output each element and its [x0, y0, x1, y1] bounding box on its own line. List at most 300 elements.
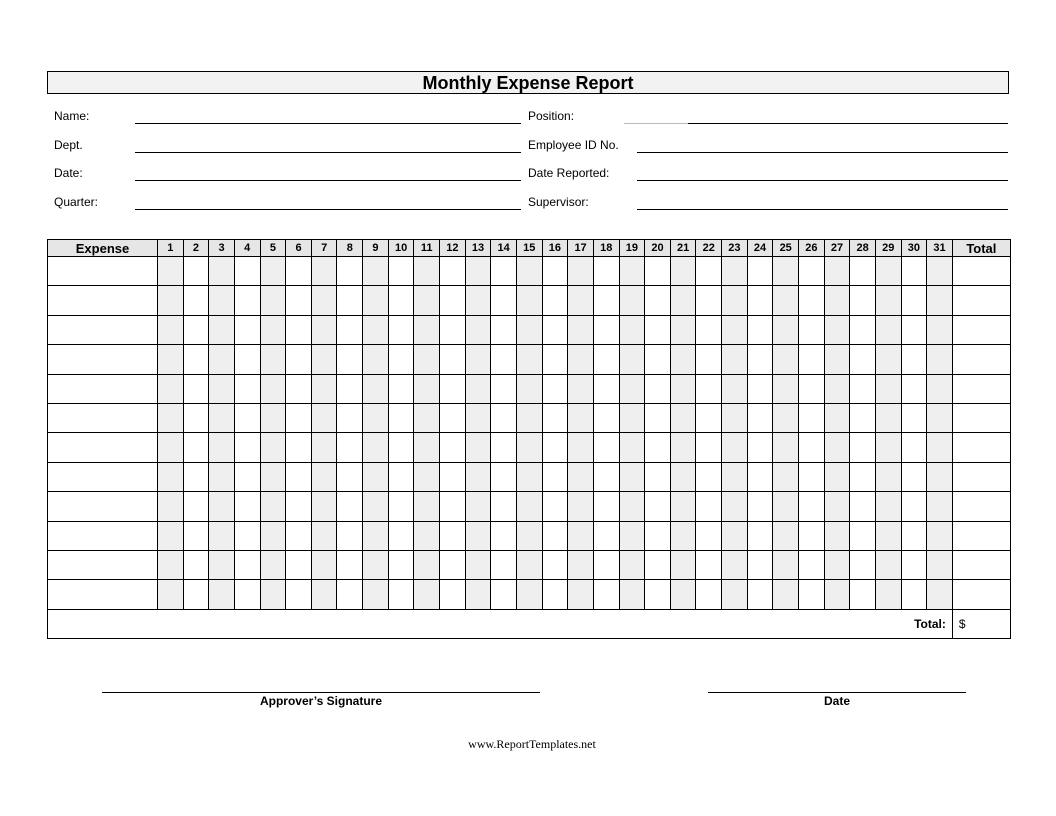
row-total-cell[interactable] [952, 462, 1010, 491]
day-cell[interactable] [465, 403, 491, 432]
day-cell[interactable] [619, 433, 645, 462]
day-cell[interactable] [491, 257, 517, 286]
day-cell[interactable] [260, 492, 286, 521]
day-cell[interactable] [260, 345, 286, 374]
day-cell[interactable] [414, 580, 440, 609]
day-cell[interactable] [337, 433, 363, 462]
day-cell[interactable] [183, 403, 209, 432]
day-cell[interactable] [516, 550, 542, 579]
day-cell[interactable] [875, 521, 901, 550]
day-cell[interactable] [542, 521, 568, 550]
day-cell[interactable] [670, 315, 696, 344]
day-cell[interactable] [670, 492, 696, 521]
day-cell[interactable] [850, 286, 876, 315]
day-cell[interactable] [465, 315, 491, 344]
day-cell[interactable] [209, 521, 235, 550]
day-cell[interactable] [158, 315, 184, 344]
day-cell[interactable] [619, 550, 645, 579]
day-cell[interactable] [183, 345, 209, 374]
day-cell[interactable] [234, 462, 260, 491]
date-field[interactable] [135, 180, 521, 181]
day-cell[interactable] [183, 315, 209, 344]
day-cell[interactable] [388, 521, 414, 550]
day-cell[interactable] [747, 286, 773, 315]
day-cell[interactable] [209, 580, 235, 609]
day-cell[interactable] [440, 257, 466, 286]
day-cell[interactable] [773, 580, 799, 609]
day-cell[interactable] [465, 433, 491, 462]
day-cell[interactable] [850, 580, 876, 609]
day-cell[interactable] [875, 550, 901, 579]
day-cell[interactable] [337, 521, 363, 550]
day-cell[interactable] [568, 286, 594, 315]
day-cell[interactable] [824, 403, 850, 432]
day-cell[interactable] [875, 257, 901, 286]
day-cell[interactable] [696, 521, 722, 550]
row-total-cell[interactable] [952, 257, 1010, 286]
day-cell[interactable] [388, 345, 414, 374]
day-cell[interactable] [722, 433, 748, 462]
day-cell[interactable] [799, 345, 825, 374]
row-total-cell[interactable] [952, 403, 1010, 432]
day-cell[interactable] [645, 521, 671, 550]
day-cell[interactable] [234, 374, 260, 403]
day-cell[interactable] [440, 315, 466, 344]
day-cell[interactable] [363, 345, 389, 374]
day-cell[interactable] [645, 462, 671, 491]
day-cell[interactable] [363, 550, 389, 579]
day-cell[interactable] [209, 345, 235, 374]
day-cell[interactable] [158, 462, 184, 491]
day-cell[interactable] [593, 433, 619, 462]
day-cell[interactable] [414, 257, 440, 286]
day-cell[interactable] [465, 286, 491, 315]
employee-id-field[interactable] [637, 152, 1008, 153]
row-total-cell[interactable] [952, 580, 1010, 609]
day-cell[interactable] [670, 462, 696, 491]
day-cell[interactable] [773, 433, 799, 462]
day-cell[interactable] [696, 345, 722, 374]
day-cell[interactable] [363, 521, 389, 550]
day-cell[interactable] [773, 286, 799, 315]
day-cell[interactable] [414, 462, 440, 491]
day-cell[interactable] [593, 315, 619, 344]
day-cell[interactable] [158, 492, 184, 521]
day-cell[interactable] [722, 374, 748, 403]
day-cell[interactable] [491, 550, 517, 579]
day-cell[interactable] [850, 374, 876, 403]
day-cell[interactable] [593, 492, 619, 521]
day-cell[interactable] [901, 315, 927, 344]
day-cell[interactable] [465, 580, 491, 609]
day-cell[interactable] [491, 462, 517, 491]
day-cell[interactable] [875, 315, 901, 344]
day-cell[interactable] [824, 315, 850, 344]
day-cell[interactable] [260, 462, 286, 491]
row-total-cell[interactable] [952, 521, 1010, 550]
day-cell[interactable] [158, 550, 184, 579]
day-cell[interactable] [311, 374, 337, 403]
day-cell[interactable] [337, 286, 363, 315]
day-cell[interactable] [516, 492, 542, 521]
day-cell[interactable] [363, 315, 389, 344]
day-cell[interactable] [670, 257, 696, 286]
day-cell[interactable] [234, 492, 260, 521]
day-cell[interactable] [260, 521, 286, 550]
day-cell[interactable] [542, 345, 568, 374]
day-cell[interactable] [388, 286, 414, 315]
day-cell[interactable] [875, 492, 901, 521]
row-total-cell[interactable] [952, 374, 1010, 403]
day-cell[interactable] [542, 433, 568, 462]
day-cell[interactable] [799, 257, 825, 286]
day-cell[interactable] [491, 315, 517, 344]
day-cell[interactable] [183, 462, 209, 491]
day-cell[interactable] [183, 521, 209, 550]
day-cell[interactable] [286, 374, 312, 403]
day-cell[interactable] [209, 286, 235, 315]
day-cell[interactable] [363, 403, 389, 432]
day-cell[interactable] [516, 345, 542, 374]
supervisor-field[interactable] [637, 209, 1008, 210]
day-cell[interactable] [183, 433, 209, 462]
day-cell[interactable] [311, 521, 337, 550]
day-cell[interactable] [183, 286, 209, 315]
day-cell[interactable] [568, 433, 594, 462]
day-cell[interactable] [773, 492, 799, 521]
day-cell[interactable] [619, 462, 645, 491]
day-cell[interactable] [799, 492, 825, 521]
day-cell[interactable] [619, 492, 645, 521]
day-cell[interactable] [901, 433, 927, 462]
day-cell[interactable] [875, 286, 901, 315]
day-cell[interactable] [311, 345, 337, 374]
row-total-cell[interactable] [952, 550, 1010, 579]
day-cell[interactable] [593, 403, 619, 432]
day-cell[interactable] [901, 521, 927, 550]
row-total-cell[interactable] [952, 345, 1010, 374]
day-cell[interactable] [465, 345, 491, 374]
day-cell[interactable] [260, 315, 286, 344]
day-cell[interactable] [927, 315, 953, 344]
day-cell[interactable] [363, 286, 389, 315]
day-cell[interactable] [286, 492, 312, 521]
day-cell[interactable] [465, 550, 491, 579]
day-cell[interactable] [158, 286, 184, 315]
day-cell[interactable] [363, 374, 389, 403]
day-cell[interactable] [773, 550, 799, 579]
day-cell[interactable] [670, 286, 696, 315]
date-reported-field[interactable] [637, 180, 1008, 181]
day-cell[interactable] [388, 492, 414, 521]
day-cell[interactable] [414, 521, 440, 550]
day-cell[interactable] [747, 550, 773, 579]
day-cell[interactable] [414, 315, 440, 344]
day-cell[interactable] [824, 286, 850, 315]
day-cell[interactable] [593, 286, 619, 315]
day-cell[interactable] [824, 374, 850, 403]
day-cell[interactable] [465, 374, 491, 403]
day-cell[interactable] [773, 257, 799, 286]
approver-signature-line[interactable] [102, 692, 540, 693]
day-cell[interactable] [183, 550, 209, 579]
day-cell[interactable] [593, 550, 619, 579]
day-cell[interactable] [901, 374, 927, 403]
day-cell[interactable] [645, 315, 671, 344]
day-cell[interactable] [209, 462, 235, 491]
day-cell[interactable] [414, 286, 440, 315]
day-cell[interactable] [645, 374, 671, 403]
day-cell[interactable] [747, 315, 773, 344]
day-cell[interactable] [568, 462, 594, 491]
day-cell[interactable] [337, 374, 363, 403]
quarter-field[interactable] [135, 209, 521, 210]
day-cell[interactable] [209, 403, 235, 432]
day-cell[interactable] [542, 257, 568, 286]
day-cell[interactable] [824, 550, 850, 579]
expense-name-cell[interactable] [48, 345, 158, 374]
day-cell[interactable] [824, 492, 850, 521]
day-cell[interactable] [516, 374, 542, 403]
day-cell[interactable] [183, 492, 209, 521]
day-cell[interactable] [722, 315, 748, 344]
day-cell[interactable] [440, 492, 466, 521]
day-cell[interactable] [696, 550, 722, 579]
day-cell[interactable] [465, 462, 491, 491]
row-total-cell[interactable] [952, 286, 1010, 315]
day-cell[interactable] [414, 433, 440, 462]
day-cell[interactable] [901, 257, 927, 286]
day-cell[interactable] [824, 462, 850, 491]
day-cell[interactable] [927, 345, 953, 374]
day-cell[interactable] [645, 550, 671, 579]
expense-name-cell[interactable] [48, 315, 158, 344]
day-cell[interactable] [773, 462, 799, 491]
day-cell[interactable] [542, 462, 568, 491]
day-cell[interactable] [158, 433, 184, 462]
day-cell[interactable] [875, 345, 901, 374]
day-cell[interactable] [286, 257, 312, 286]
day-cell[interactable] [260, 433, 286, 462]
day-cell[interactable] [824, 580, 850, 609]
day-cell[interactable] [465, 492, 491, 521]
day-cell[interactable] [850, 462, 876, 491]
signature-date-line[interactable] [708, 692, 966, 693]
day-cell[interactable] [722, 345, 748, 374]
day-cell[interactable] [465, 521, 491, 550]
day-cell[interactable] [593, 345, 619, 374]
day-cell[interactable] [286, 403, 312, 432]
day-cell[interactable] [440, 374, 466, 403]
day-cell[interactable] [747, 580, 773, 609]
day-cell[interactable] [388, 374, 414, 403]
day-cell[interactable] [619, 374, 645, 403]
expense-name-cell[interactable] [48, 492, 158, 521]
day-cell[interactable] [414, 374, 440, 403]
day-cell[interactable] [824, 257, 850, 286]
day-cell[interactable] [158, 521, 184, 550]
day-cell[interactable] [875, 580, 901, 609]
day-cell[interactable] [850, 433, 876, 462]
day-cell[interactable] [773, 315, 799, 344]
day-cell[interactable] [645, 257, 671, 286]
day-cell[interactable] [850, 257, 876, 286]
day-cell[interactable] [388, 433, 414, 462]
day-cell[interactable] [209, 550, 235, 579]
day-cell[interactable] [670, 403, 696, 432]
day-cell[interactable] [799, 462, 825, 491]
day-cell[interactable] [696, 257, 722, 286]
expense-name-cell[interactable] [48, 286, 158, 315]
day-cell[interactable] [465, 257, 491, 286]
day-cell[interactable] [388, 462, 414, 491]
day-cell[interactable] [440, 462, 466, 491]
day-cell[interactable] [286, 521, 312, 550]
day-cell[interactable] [388, 403, 414, 432]
day-cell[interactable] [337, 492, 363, 521]
day-cell[interactable] [568, 345, 594, 374]
day-cell[interactable] [927, 521, 953, 550]
day-cell[interactable] [337, 403, 363, 432]
day-cell[interactable] [850, 315, 876, 344]
day-cell[interactable] [799, 315, 825, 344]
day-cell[interactable] [414, 492, 440, 521]
day-cell[interactable] [234, 521, 260, 550]
day-cell[interactable] [440, 521, 466, 550]
day-cell[interactable] [260, 580, 286, 609]
day-cell[interactable] [311, 580, 337, 609]
expense-name-cell[interactable] [48, 257, 158, 286]
day-cell[interactable] [337, 315, 363, 344]
day-cell[interactable] [799, 550, 825, 579]
day-cell[interactable] [363, 492, 389, 521]
day-cell[interactable] [440, 345, 466, 374]
day-cell[interactable] [209, 492, 235, 521]
day-cell[interactable] [542, 403, 568, 432]
day-cell[interactable] [824, 433, 850, 462]
day-cell[interactable] [363, 433, 389, 462]
day-cell[interactable] [568, 492, 594, 521]
day-cell[interactable] [337, 345, 363, 374]
day-cell[interactable] [824, 345, 850, 374]
day-cell[interactable] [363, 462, 389, 491]
day-cell[interactable] [901, 462, 927, 491]
day-cell[interactable] [491, 374, 517, 403]
day-cell[interactable] [901, 403, 927, 432]
day-cell[interactable] [158, 580, 184, 609]
day-cell[interactable] [722, 462, 748, 491]
day-cell[interactable] [927, 257, 953, 286]
day-cell[interactable] [516, 286, 542, 315]
day-cell[interactable] [568, 374, 594, 403]
row-total-cell[interactable] [952, 315, 1010, 344]
day-cell[interactable] [311, 550, 337, 579]
day-cell[interactable] [286, 345, 312, 374]
day-cell[interactable] [183, 580, 209, 609]
day-cell[interactable] [158, 345, 184, 374]
expense-name-cell[interactable] [48, 521, 158, 550]
day-cell[interactable] [286, 315, 312, 344]
day-cell[interactable] [286, 580, 312, 609]
day-cell[interactable] [516, 315, 542, 344]
day-cell[interactable] [645, 433, 671, 462]
day-cell[interactable] [234, 433, 260, 462]
day-cell[interactable] [670, 374, 696, 403]
day-cell[interactable] [260, 374, 286, 403]
dept-field[interactable] [135, 152, 521, 153]
day-cell[interactable] [516, 580, 542, 609]
day-cell[interactable] [542, 374, 568, 403]
day-cell[interactable] [875, 462, 901, 491]
day-cell[interactable] [901, 550, 927, 579]
row-total-cell[interactable] [952, 492, 1010, 521]
day-cell[interactable] [901, 345, 927, 374]
day-cell[interactable] [593, 521, 619, 550]
day-cell[interactable] [645, 345, 671, 374]
day-cell[interactable] [593, 580, 619, 609]
day-cell[interactable] [311, 492, 337, 521]
day-cell[interactable] [722, 580, 748, 609]
day-cell[interactable] [542, 315, 568, 344]
day-cell[interactable] [670, 550, 696, 579]
day-cell[interactable] [696, 462, 722, 491]
day-cell[interactable] [747, 433, 773, 462]
day-cell[interactable] [850, 521, 876, 550]
day-cell[interactable] [414, 403, 440, 432]
day-cell[interactable] [158, 403, 184, 432]
day-cell[interactable] [311, 462, 337, 491]
day-cell[interactable] [927, 433, 953, 462]
day-cell[interactable] [260, 257, 286, 286]
day-cell[interactable] [927, 550, 953, 579]
day-cell[interactable] [234, 286, 260, 315]
day-cell[interactable] [337, 462, 363, 491]
day-cell[interactable] [645, 286, 671, 315]
day-cell[interactable] [773, 403, 799, 432]
day-cell[interactable] [747, 257, 773, 286]
day-cell[interactable] [363, 257, 389, 286]
day-cell[interactable] [696, 433, 722, 462]
day-cell[interactable] [414, 345, 440, 374]
day-cell[interactable] [568, 550, 594, 579]
expense-name-cell[interactable] [48, 433, 158, 462]
day-cell[interactable] [875, 374, 901, 403]
day-cell[interactable] [747, 374, 773, 403]
day-cell[interactable] [491, 580, 517, 609]
day-cell[interactable] [234, 403, 260, 432]
day-cell[interactable] [286, 433, 312, 462]
day-cell[interactable] [670, 580, 696, 609]
day-cell[interactable] [491, 345, 517, 374]
day-cell[interactable] [234, 315, 260, 344]
day-cell[interactable] [491, 433, 517, 462]
day-cell[interactable] [568, 257, 594, 286]
day-cell[interactable] [440, 433, 466, 462]
day-cell[interactable] [645, 492, 671, 521]
day-cell[interactable] [183, 257, 209, 286]
day-cell[interactable] [337, 580, 363, 609]
day-cell[interactable] [516, 257, 542, 286]
day-cell[interactable] [516, 462, 542, 491]
day-cell[interactable] [875, 403, 901, 432]
day-cell[interactable] [696, 580, 722, 609]
day-cell[interactable] [440, 580, 466, 609]
day-cell[interactable] [440, 286, 466, 315]
day-cell[interactable] [209, 374, 235, 403]
day-cell[interactable] [773, 374, 799, 403]
day-cell[interactable] [568, 403, 594, 432]
day-cell[interactable] [337, 550, 363, 579]
